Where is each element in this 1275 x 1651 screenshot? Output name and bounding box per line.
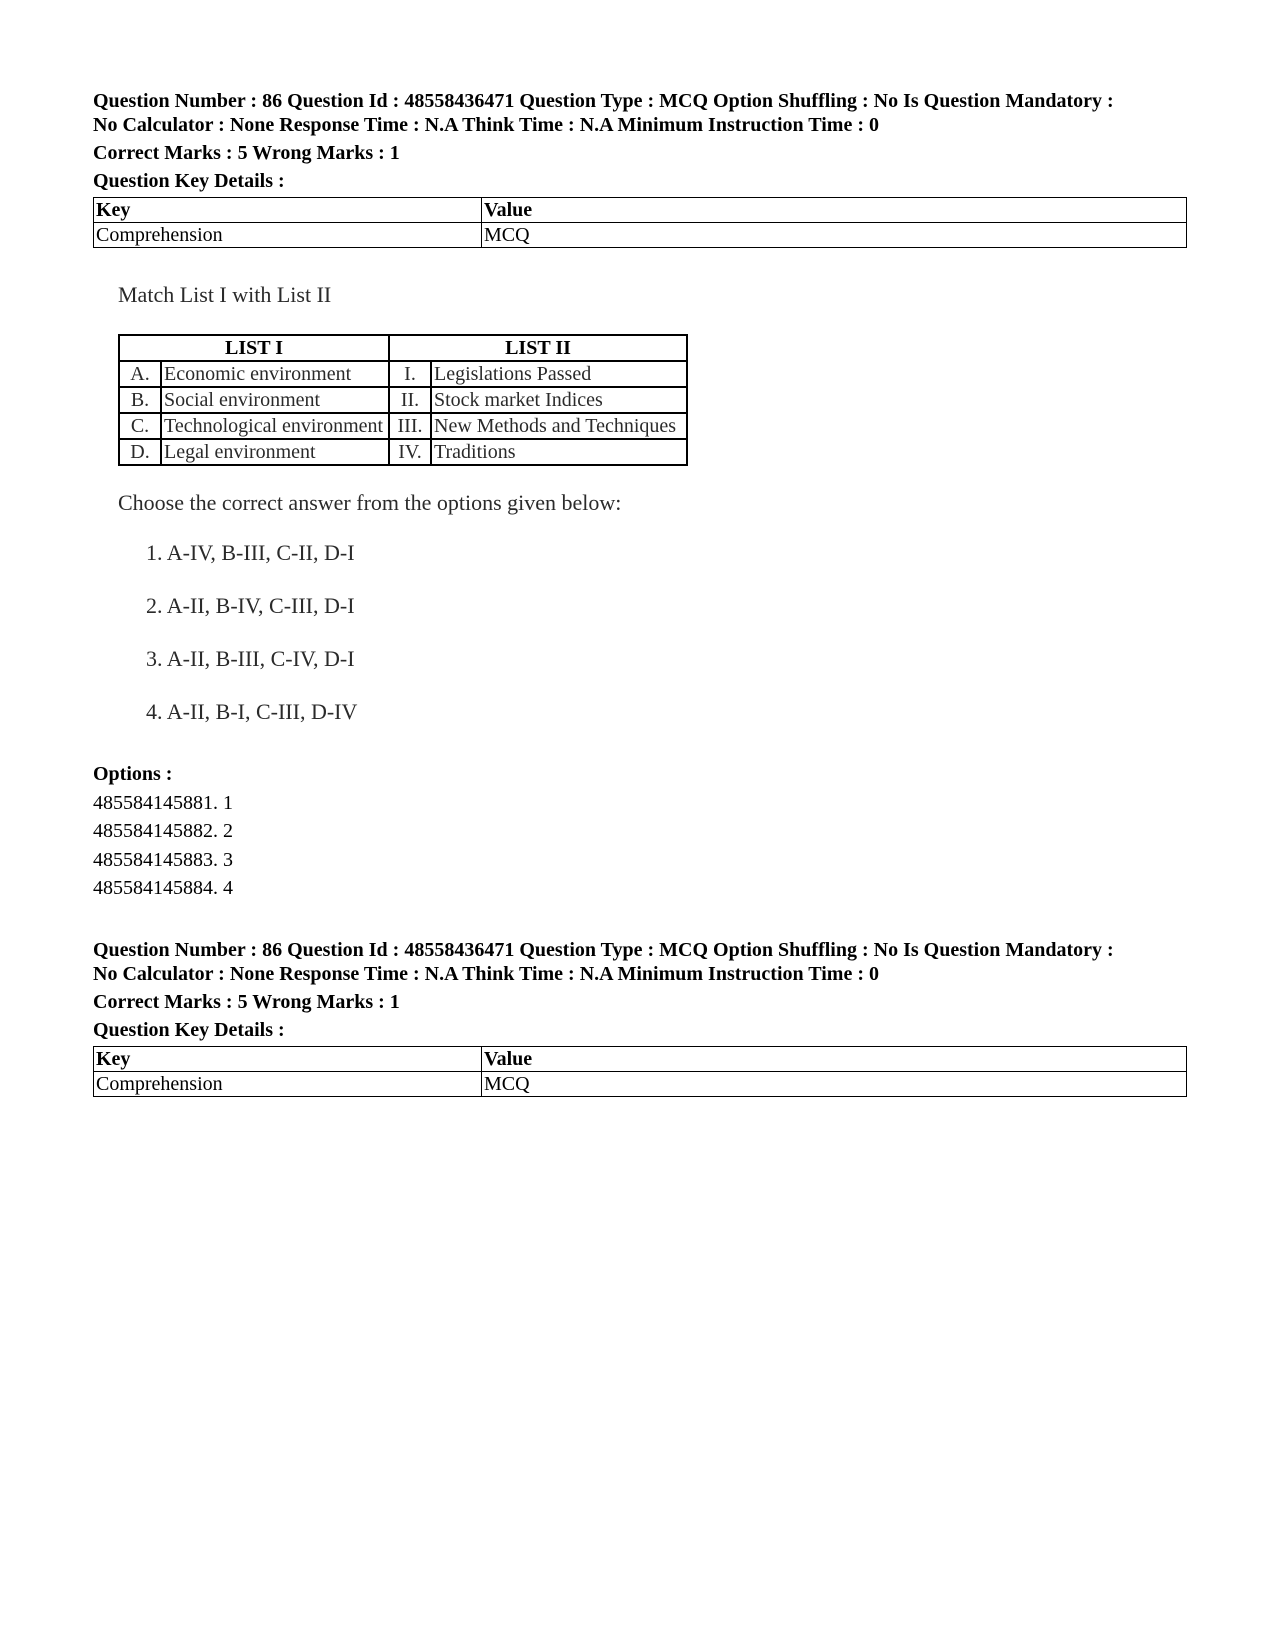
question-info-block-2 xyxy=(93,938,1188,1097)
list-2-label: III. xyxy=(389,413,431,439)
question-header-line-1: Question Number : 86 Question Id : 48558436471 Question Type : MCQ Option Shuffling : No Is Question Mandatory : xyxy=(93,939,1114,961)
list-1-header: LIST I xyxy=(119,335,389,361)
question-header-line-2: No Calculator : None Response Time : N.A Think Time : N.A Minimum Instruction Time : 0 xyxy=(93,114,879,136)
marks-line: Correct Marks : 5 Wrong Marks : 1 xyxy=(93,142,400,164)
list-2-label: I. xyxy=(389,361,431,387)
list-1-label: A. xyxy=(119,361,161,387)
question-header-line-1: Question Number : 86 Question Id : 48558436471 Question Type : MCQ Option Shuffling : No Is Question Mandatory : xyxy=(93,90,1114,112)
options-section xyxy=(93,760,233,903)
list-1-item: Economic environment xyxy=(161,361,389,387)
options-label: Options : xyxy=(93,763,173,785)
list-2-item: Legislations Passed xyxy=(431,361,687,387)
answer-choices xyxy=(146,538,818,750)
list-1-label: C. xyxy=(119,413,161,439)
list-1-item: Technological environment xyxy=(161,413,389,439)
choose-instruction: Choose the correct answer from the options given below: xyxy=(118,490,622,515)
key-column-header: Key xyxy=(94,198,482,223)
table-row xyxy=(119,361,687,387)
value-column-header: Value xyxy=(482,198,1187,223)
match-lists-table xyxy=(118,334,688,466)
key-column-header: Key xyxy=(94,1047,482,1072)
list-1-item: Social environment xyxy=(161,387,389,413)
list-2-label: II. xyxy=(389,387,431,413)
answer-choice: 3. A-II, B-III, C-IV, D-I xyxy=(146,646,355,671)
list-1-label: D. xyxy=(119,439,161,465)
list-1-item: Legal environment xyxy=(161,439,389,465)
list-2-item: Traditions xyxy=(431,439,687,465)
question-info-block-1 xyxy=(93,89,1188,248)
list-2-label: IV. xyxy=(389,439,431,465)
answer-choice: 1. A-IV, B-III, C-II, D-I xyxy=(146,540,355,565)
key-details-label: Question Key Details : xyxy=(93,170,285,192)
answer-choice: 4. A-II, B-I, C-III, D-IV xyxy=(146,699,358,724)
value-cell: MCQ xyxy=(482,223,1187,248)
value-cell: MCQ xyxy=(482,1072,1187,1097)
list-2-item: New Methods and Techniques xyxy=(431,413,687,439)
table-row xyxy=(119,439,687,465)
table-row xyxy=(119,413,687,439)
key-cell: Comprehension xyxy=(94,1072,482,1097)
question-content xyxy=(118,280,818,750)
option-item: 485584145881. 1 xyxy=(93,791,233,814)
table-row xyxy=(119,387,687,413)
value-column-header: Value xyxy=(482,1047,1187,1072)
marks-line: Correct Marks : 5 Wrong Marks : 1 xyxy=(93,991,400,1013)
key-cell: Comprehension xyxy=(94,223,482,248)
question-header-line-2: No Calculator : None Response Time : N.A Think Time : N.A Minimum Instruction Time : 0 xyxy=(93,963,879,985)
option-item: 485584145884. 4 xyxy=(93,877,233,899)
answer-choice: 2. A-II, B-IV, C-III, D-I xyxy=(146,593,355,618)
list-2-header: LIST II xyxy=(389,335,687,361)
option-item: 485584145883. 3 xyxy=(93,848,233,871)
key-details-label: Question Key Details : xyxy=(93,1019,285,1041)
option-item: 485584145882. 2 xyxy=(93,820,233,842)
key-details-table xyxy=(93,197,1187,248)
list-1-label: B. xyxy=(119,387,161,413)
list-2-item: Stock market Indices xyxy=(431,387,687,413)
key-details-table xyxy=(93,1046,1187,1097)
question-instruction: Match List I with List II xyxy=(118,282,332,307)
